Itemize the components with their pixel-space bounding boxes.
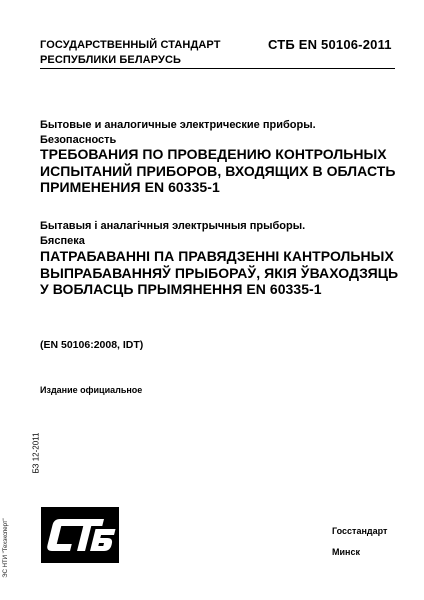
ru-subtitle-line-2: Безопасность (40, 133, 117, 146)
ru-subtitle-line-1: Бытовые и аналогичные электрические приборы. (40, 119, 316, 131)
by-title-line-3: У ВОБЛАСЦЬ ПРЫМЯНЕННЯ EN 60335-1 (40, 281, 322, 297)
ru-title-line-2: ИСПЫТАНИЙ ПРИБОРОВ, ВХОДЯЩИХ В ОБЛАСТЬ (40, 162, 396, 179)
ru-title-line-3: ПРИМЕНЕНИЯ EN 60335-1 (40, 179, 220, 195)
standard-type-header (40, 38, 221, 68)
by-title (40, 248, 398, 298)
header-divider (40, 68, 395, 69)
ru-title-line-1: ТРЕБОВАНИЯ ПО ПРОВЕДЕНИЮ КОНТРОЛЬНЫХ (40, 146, 387, 162)
equivalence-note: (EN 50106:2008, IDT) (40, 339, 144, 351)
publisher-city: Минск (332, 547, 360, 557)
ru-subtitle (40, 118, 316, 147)
header-line-2: РЕСПУБЛИКИ БЕЛАРУСЬ (40, 54, 181, 66)
side-code: БЗ 12-2011 (31, 432, 41, 474)
edition-note: Издание официальное (40, 385, 143, 395)
header-line-1: ГОСУДАРСТВЕННЫЙ СТАНДАРТ (40, 39, 221, 51)
by-subtitle-line-1: Бытавыя і аналагічныя электрычныя прыборы. (40, 220, 306, 232)
stb-logo-icon (41, 507, 119, 563)
by-title-line-2: ВЫПРАБАВАННЯЎ ПРЫБОРАЎ, ЯКІЯ ЎВАХОДЗЯЦЬ (40, 264, 399, 281)
by-subtitle-line-2: Бяспека (40, 234, 85, 247)
publisher-block (332, 521, 387, 563)
publisher-name: Госстандарт (332, 526, 388, 536)
ru-title (40, 146, 396, 196)
by-subtitle (40, 219, 305, 248)
side-stamp: ЭС НТИ "Техэксперт" (3, 518, 9, 578)
by-title-line-1: ПАТРАБАВАННІ ПА ПРАВЯДЗЕННІ КАНТРОЛЬНЫХ (40, 248, 394, 264)
standard-code: СТБ EN 50106-2011 (268, 37, 392, 52)
